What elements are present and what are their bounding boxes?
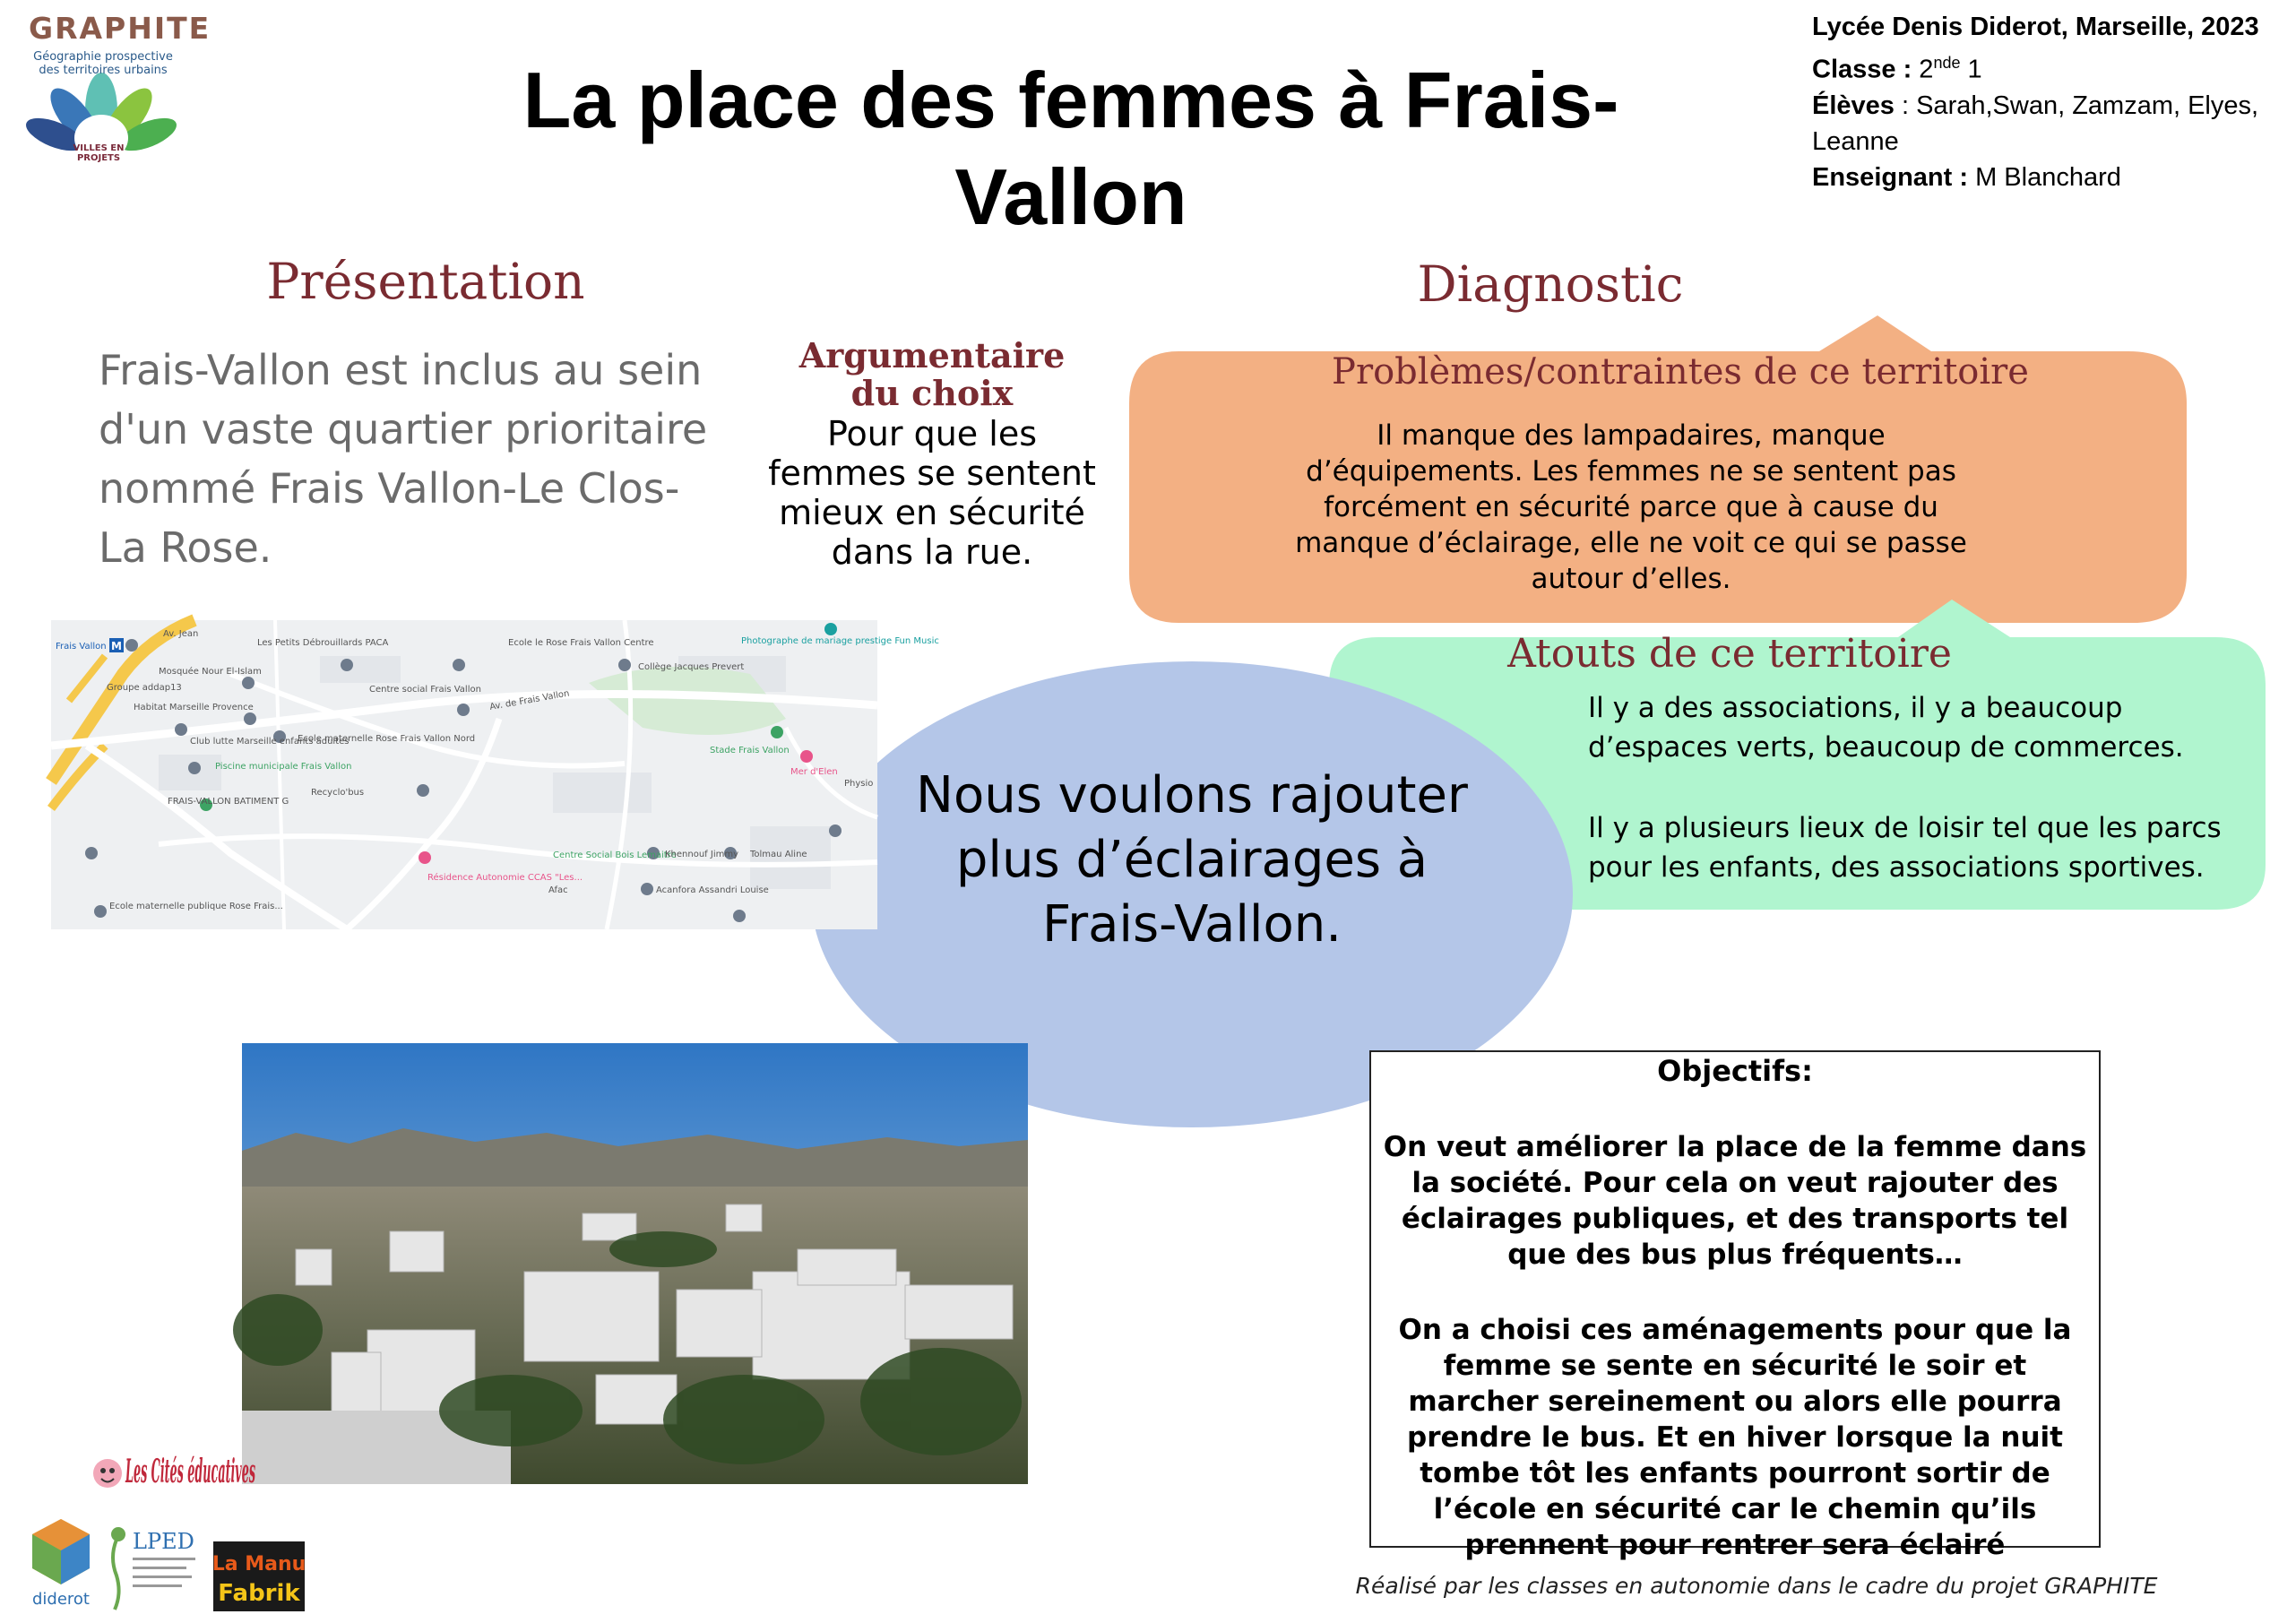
problems-text: Il manque des lampadaires, manque d’équipements. Les femmes ne se sentent pas forcément en sécurité parce que à cause du manque d’éclairage, elle ne voit ce qui se passe autour d’elles. bbox=[1295, 419, 1967, 595]
map-label: Club lutte Marseille enfants adultes bbox=[190, 737, 350, 747]
map-label: FRAIS-VALLON BATIMENT G bbox=[168, 797, 289, 807]
objectives-title: Objectifs: bbox=[1657, 1054, 1813, 1088]
teacher-label: Enseignant : bbox=[1812, 162, 1969, 192]
map-label: Résidence Autonomie CCAS "Les... bbox=[427, 873, 583, 883]
map-label: Ecole le Rose Frais Vallon Centre bbox=[508, 638, 654, 648]
diderot-logo bbox=[25, 1515, 97, 1613]
class-label: Classe : bbox=[1812, 55, 1912, 84]
map-label: Recyclo'bus bbox=[311, 788, 365, 798]
presentation-text: Frais-Vallon est inclus au sein d'un vaste quartier prioritaire nommé Frais Vallon-Le Clos-La Rose. bbox=[99, 346, 708, 572]
la-manu-fabrik-logo bbox=[213, 1541, 305, 1611]
assets-heading: Atouts de ce territoire bbox=[1507, 631, 1952, 677]
class-value-sup: nde bbox=[1933, 54, 1961, 72]
map-label: Tolmau Aline bbox=[750, 850, 807, 859]
map-label: Stade Frais Vallon bbox=[710, 746, 790, 755]
diagnostic-heading: Diagnostic bbox=[1417, 255, 1684, 313]
cites-logo-text: Les Cités éducatives bbox=[125, 1453, 255, 1490]
class-value-suffix: 1 bbox=[1960, 55, 1982, 84]
presentation-heading: Présentation bbox=[266, 253, 585, 310]
aerial-photo bbox=[242, 1043, 1028, 1484]
school-line: Lycée Denis Diderot, Marseille, 2023 bbox=[1812, 13, 2259, 41]
diderot-logo-text: diderot bbox=[31, 1590, 91, 1609]
argument-heading: Argumentaire du choix bbox=[798, 335, 1066, 413]
lped-logo-text: LPED bbox=[133, 1529, 194, 1554]
map-label: Khennouf Jimmy bbox=[665, 850, 739, 859]
map-label: Centre Social Bois Lemaitre bbox=[553, 850, 677, 860]
objectives-paragraph-2: On a choisi ces aménagements pour que la femme se sente en sécurité le soir et marcher sereinement ou alors elle pourra prendre le bus. Et en hiver lorsque la nuit tombe tôt les enfants pourront sortir de l’école en sécurité car le chemin qu’ils prennent pour rentrer sera éclairé bbox=[1398, 1314, 2072, 1561]
map-label: Ecole maternelle Rose Frais Vallon Nord bbox=[298, 734, 476, 744]
logo-subtitle: Géographie prospective des territoires urbains bbox=[33, 50, 173, 77]
school-info bbox=[1812, 9, 2296, 195]
page-title: La place des femmes à Frais-Vallon bbox=[522, 56, 1619, 241]
students-label: Élèves bbox=[1812, 91, 1895, 120]
map-label: Av. de Frais Vallon bbox=[488, 688, 571, 712]
map-label: Physio bbox=[844, 779, 874, 789]
neighborhood-map bbox=[51, 620, 939, 929]
manu-logo-text-2: Fabrik bbox=[218, 1580, 300, 1607]
map-label: Mer d'Elen bbox=[790, 767, 838, 777]
map-label: Collège Jacques Prevert bbox=[638, 662, 745, 672]
map-label: Centre social Frais Vallon bbox=[369, 685, 481, 695]
map-label: Habitat Marseille Provence bbox=[134, 703, 254, 712]
manu-logo-text-1: La Manu bbox=[211, 1553, 306, 1576]
cites-educatives-logo bbox=[90, 1445, 260, 1515]
class-value-prefix: 2 bbox=[1919, 55, 1934, 84]
map-label: Groupe addap13 bbox=[107, 683, 182, 693]
students-value: : Sarah,Swan, Zamzam, Elyes, Leanne bbox=[1812, 91, 2259, 156]
map-label: Frais Vallon bbox=[56, 642, 107, 652]
map-label: Les Petits Débrouillards PACA bbox=[257, 638, 389, 648]
map-label: Piscine municipale Frais Vallon bbox=[215, 762, 352, 772]
map-label: Ecole maternelle publique Rose Frais... bbox=[109, 902, 283, 911]
svg-text:M: M bbox=[111, 640, 122, 652]
lped-logo bbox=[106, 1522, 204, 1611]
map-label: Photographe de mariage prestige Fun Music bbox=[741, 636, 939, 646]
map-label: Afac bbox=[548, 885, 568, 895]
problems-heading: Problèmes/contraintes de ce territoire bbox=[1332, 351, 2029, 393]
teacher-value: M Blanchard bbox=[1968, 162, 2121, 192]
map-label: Av. Jean bbox=[163, 629, 199, 639]
footer-credit: Réalisé par les classes en autonomie dans le cadre du projet GRAPHITE bbox=[1355, 1573, 2158, 1599]
argument-text: Pour que les femmes se sentent mieux en sécurité dans la rue. bbox=[768, 414, 1096, 572]
assets-text-1: Il y a des associations, il y a beaucoup d’espaces verts, beaucoup de commerces. bbox=[1588, 692, 2184, 764]
logo-name: GRAPHITE bbox=[29, 11, 211, 46]
logo-badge: VILLES EN PROJETS bbox=[73, 143, 125, 163]
map-label: Mosquée Nour El-Islam bbox=[159, 667, 262, 677]
goal-text: Nous voulons rajouter plus d’éclairages à Frais-Vallon. bbox=[916, 766, 1468, 954]
map-label: Acanfora Assandri Louise bbox=[656, 885, 769, 895]
assets-text-2: Il y a plusieurs lieux de loisir tel que les parcs pour les enfants, des associations sportives. bbox=[1588, 812, 2222, 884]
objectives-paragraph-1: On veut améliorer la place de la femme dans la société. Pour cela on veut rajouter des éclairages publiques, et des transports tel que des bus plus fréquents… bbox=[1383, 1131, 2087, 1271]
